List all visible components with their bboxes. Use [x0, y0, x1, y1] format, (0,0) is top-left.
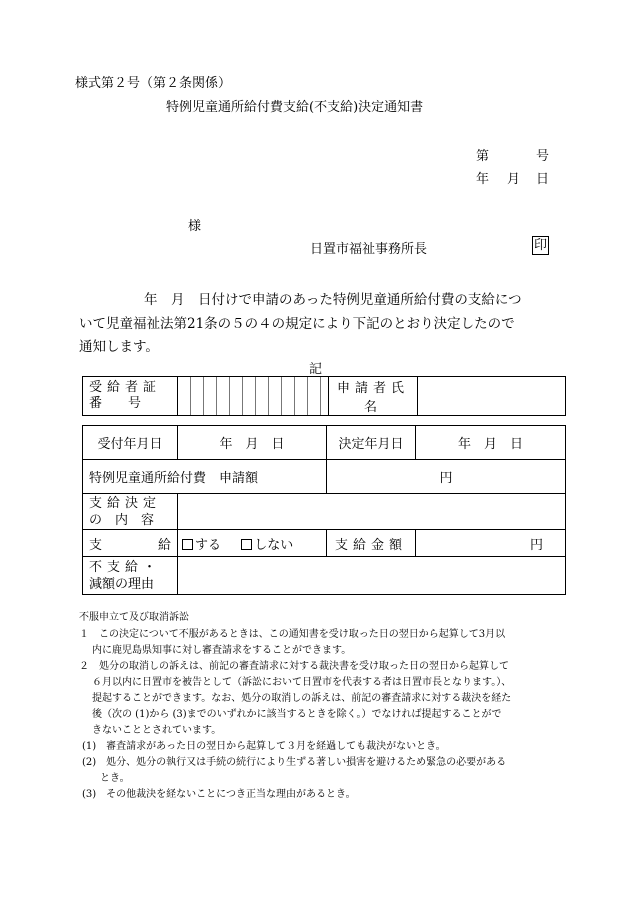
- recipient-table: [82, 376, 566, 416]
- recipient-number-label: 受給者証 番 号: [83, 377, 178, 416]
- body-line-1: 年 月 日付けで申請のあった特例児童通所給付費の支給につ: [144, 292, 522, 308]
- note-1-line-2: 内に鹿児島県知事に対し審査請求をすることができます。: [92, 645, 352, 656]
- receipt-date-value[interactable]: 年 月 日: [178, 426, 327, 460]
- decision-date-label: 決定年月日: [327, 426, 416, 460]
- notes-heading: 不服申立て及び取消訴訟: [79, 612, 189, 623]
- decision-content-field[interactable]: [178, 494, 566, 530]
- note-sub-3: (3) その他裁決を経ないことにつき正当な理由があるとき。: [82, 789, 356, 800]
- sender-name: 日置市福祉事務所長: [310, 242, 428, 257]
- payment-amount-yen[interactable]: 円: [416, 530, 566, 557]
- number-prefix: 第: [476, 149, 490, 164]
- reason-field[interactable]: [178, 557, 566, 595]
- decision-content-label: 支給決定 の 内 容: [83, 494, 178, 530]
- payment-options: [178, 530, 327, 557]
- checkbox-yes[interactable]: [182, 539, 193, 550]
- option-yes-label: する: [195, 537, 222, 553]
- decision-date-value[interactable]: 年 月 日: [416, 426, 566, 460]
- note-sub-2-line-1: (2) 処分、処分の執行又は手続の続行により生ずる著しい損害を避けるため緊急の必要がある: [82, 757, 507, 768]
- addressee-sama: 様: [188, 219, 202, 234]
- note-2-line-2: ６月以内に日置市を被告として（訴訟において日置市を代表する者は日置市長となります。）、: [92, 677, 512, 688]
- note-1-line-1: １ この決定について不服があるときは、この通知書を受け取った日の翌日から起算して3月以: [79, 629, 506, 640]
- seal-box: 印: [533, 238, 547, 253]
- note-2-line-5: きないこととされています。: [92, 725, 222, 736]
- body-line-2: いて児童福祉法第21条の５の４の規定により下記のとおり決定したので: [79, 316, 515, 332]
- note-sub-2-line-2: とき。: [100, 773, 130, 784]
- applicant-name-label: 申請者氏名: [329, 377, 418, 416]
- checkbox-no[interactable]: [241, 539, 252, 550]
- form-number: 様式第２号（第２条関係）: [75, 76, 232, 91]
- date-day: 日: [536, 172, 550, 187]
- option-no-label: しない: [254, 537, 294, 553]
- recipient-number-field[interactable]: [178, 377, 329, 416]
- ki-label: 記: [309, 362, 323, 377]
- date-month: 月: [507, 172, 521, 187]
- reason-label: 不支給・ 減額の理由: [83, 557, 178, 595]
- page-title: 特例児童通所給付費支給(不支給)決定通知書: [166, 100, 424, 115]
- payment-amount-label: 支給金額: [327, 530, 416, 557]
- date-year: 年: [476, 172, 490, 187]
- note-sub-1: (1) 審査請求があった日の翌日から起算して３月を経過しても裁決がないとき。: [82, 741, 446, 752]
- decision-table: [82, 425, 566, 595]
- number-suffix: 号: [536, 149, 550, 164]
- benefit-application-yen[interactable]: 円: [327, 460, 566, 494]
- note-2-line-3: 提起することができます。なお、処分の取消しの訴えは、前記の審査請求に対する裁決を経た: [92, 693, 512, 704]
- applicant-name-field[interactable]: [418, 377, 566, 416]
- body-line-3: 通知します。: [79, 339, 159, 355]
- note-2-line-1: ２ 処分の取消しの訴えは、前記の審査請求に対する裁決書を受け取った日の翌日から起算して: [79, 661, 509, 672]
- payment-label: 支 給: [83, 530, 178, 557]
- benefit-application-label: 特例児童通所給付費 申請額: [83, 460, 327, 494]
- note-2-line-4: 後（次の (1)から (3)までのいずれかに該当するときを除く。）でなければ提起することがで: [92, 709, 502, 720]
- receipt-date-label: 受付年月日: [83, 426, 178, 460]
